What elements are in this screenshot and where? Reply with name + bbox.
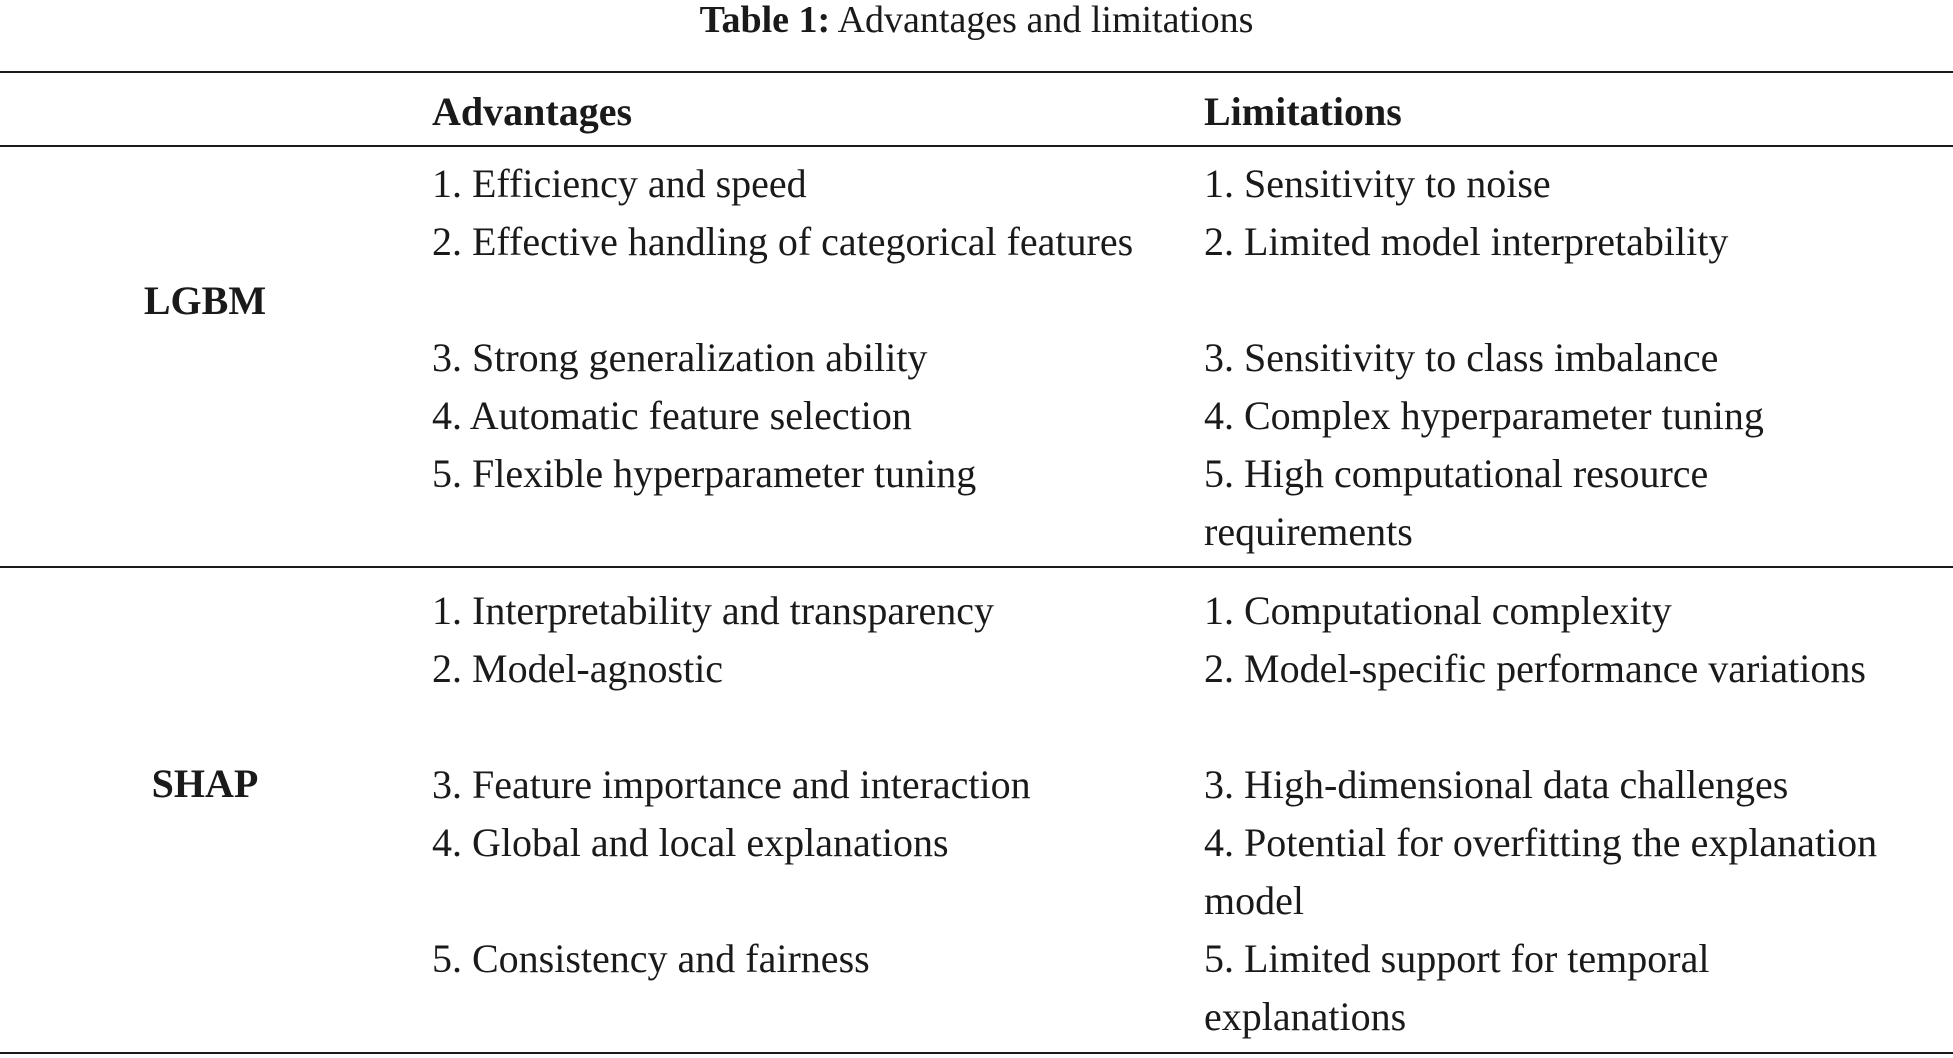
list-item: 1. Efficiency and speed (432, 161, 807, 206)
row-label-lgbm: LGBM (143, 278, 267, 323)
list-item: 5. Limited support for temporal explanations (1204, 936, 1710, 1039)
list-item: 1. Sensitivity to noise (1204, 161, 1551, 206)
header-advantages: Advantages (432, 89, 633, 134)
table-caption (0, 0, 1953, 40)
list-item: 3. Strong generalization ability (432, 335, 928, 380)
list-item: 5. Flexible hyperparameter tuning (432, 451, 977, 496)
row-label-shap: SHAP (151, 761, 259, 806)
table-header-row (0, 72, 1953, 145)
list-item: 4. Automatic feature selection (432, 393, 912, 438)
list-item: 2. Model-specific performance variations (1204, 646, 1866, 691)
list-item: 4. Potential for overfitting the explanation model (1204, 820, 1878, 923)
list-item: 2. Effective handling of categorical features (432, 219, 1134, 264)
list-item: 4. Global and local explanations (432, 820, 949, 865)
table-caption-text: Advantages and limitations (837, 0, 1254, 41)
list-item: 2. Model-agnostic (432, 646, 724, 691)
list-item: 3. High-dimensional data challenges (1204, 762, 1789, 807)
table-header-rule (0, 145, 1953, 147)
list-item: 5. High computational resource requirements (1204, 451, 1709, 554)
table-row-shap (0, 582, 1953, 1052)
list-item: 2. Limited model interpretability (1204, 219, 1729, 264)
list-item: 3. Sensitivity to class imbalance (1204, 335, 1719, 380)
table-group-rule (0, 566, 1953, 568)
table-row-lgbm (0, 155, 1953, 563)
list-item: 5. Consistency and fairness (432, 936, 870, 981)
header-limitations: Limitations (1204, 89, 1402, 134)
list-item: 1. Computational complexity (1204, 588, 1672, 633)
list-item: 3. Feature importance and interaction (432, 762, 1031, 807)
list-item: 1. Interpretability and transparency (432, 588, 994, 633)
list-item: 4. Complex hyperparameter tuning (1204, 393, 1764, 438)
table-bottom-rule (0, 1052, 1953, 1054)
table-caption-label: Table 1: (699, 0, 831, 41)
